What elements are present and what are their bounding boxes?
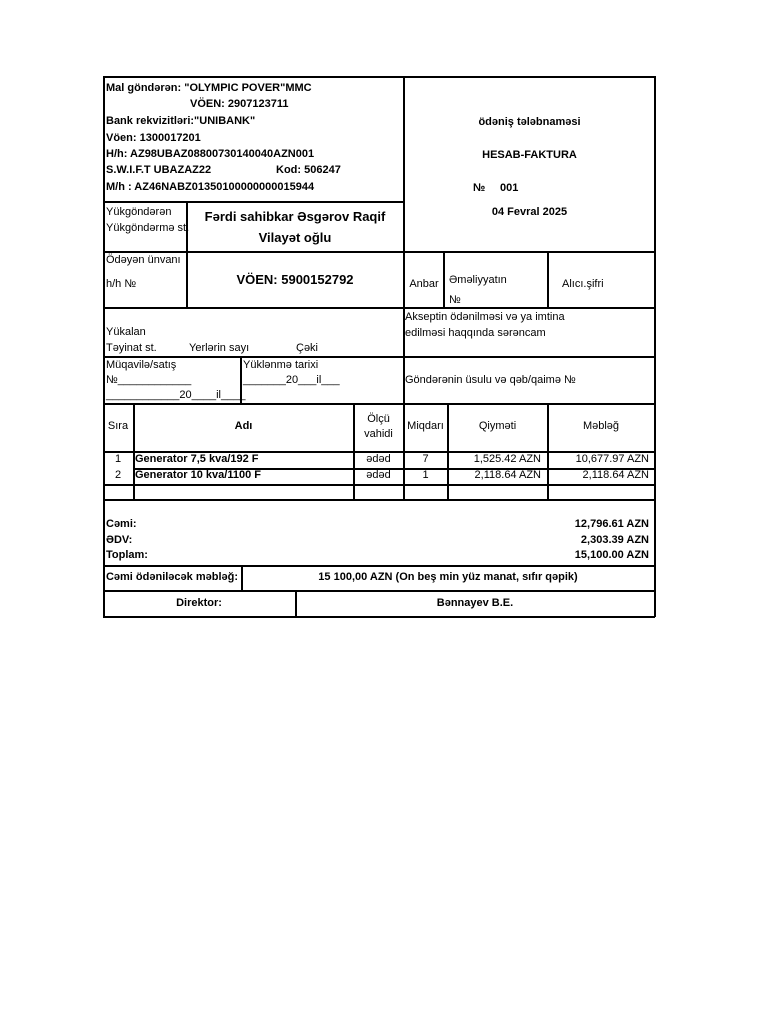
acceptance-label-line2: edilməsi haqqında sərəncam bbox=[405, 327, 546, 339]
col-header-amount: Məbləğ bbox=[582, 420, 620, 432]
payer-voen: VÖEN: 5900152792 bbox=[236, 272, 354, 287]
shipper-label: Yükgöndərən bbox=[106, 206, 172, 218]
contract-label: Müqavilə/satış bbox=[106, 359, 177, 371]
row-name: Generator 7,5 kva/192 F bbox=[135, 453, 259, 465]
shipper-name: Fərdi sahibkar Əsgərov Raqif bbox=[204, 209, 386, 224]
col-header-price: Qiyməti bbox=[478, 420, 517, 432]
sender-swift: S.W.I.F.T UBAZAZ22 bbox=[106, 164, 212, 176]
divider bbox=[547, 251, 549, 307]
sender-line: Mal göndərən: "OLYMPIC POVER"MMC bbox=[106, 82, 312, 94]
shipper-station-label: Yükgöndərmə st. bbox=[106, 222, 190, 234]
payable-value: 15 100,00 AZN (On beş min yüz manat, sıfır qəpik) bbox=[318, 571, 578, 583]
col-header-name: Adı bbox=[234, 420, 253, 432]
divider bbox=[103, 565, 655, 567]
shipper-name-line2: Vilayət oğlu bbox=[258, 230, 332, 245]
divider bbox=[103, 201, 403, 203]
load-date-field: _______20___il___ bbox=[243, 374, 340, 386]
payer-address-label: Ödəyən ünvanı bbox=[106, 254, 181, 266]
payable-label: Cəmi ödəniləcək məbləğ: bbox=[105, 571, 239, 583]
sender-account: H/h: AZ98UBAZ08800730140040AZN001 bbox=[106, 148, 315, 160]
places-label: Yerlərin sayı bbox=[189, 342, 250, 354]
row-amount: 10,677.97 AZN bbox=[575, 453, 649, 465]
vat-value: 2,303.39 AZN bbox=[580, 534, 649, 546]
operation-label: Əməliyyatın bbox=[449, 274, 507, 286]
row-name: Generator 10 kva/1100 F bbox=[135, 469, 261, 481]
border-top bbox=[103, 76, 655, 78]
consignee-label: Yükalan bbox=[106, 326, 146, 338]
total-value: 15,100.00 AZN bbox=[574, 549, 649, 561]
divider bbox=[103, 590, 655, 592]
divider bbox=[103, 403, 655, 405]
subtotal-label: Cəmi: bbox=[106, 518, 137, 530]
col-header-unit-line2: vahidi bbox=[364, 428, 393, 440]
doc-number-label: № bbox=[473, 182, 486, 194]
doc-type: ödəniş tələbnaməsi bbox=[478, 116, 581, 128]
row-qty: 1 bbox=[422, 469, 429, 481]
destination-label: Təyinat st. bbox=[106, 342, 157, 354]
border-bottom bbox=[103, 616, 655, 618]
row-price: 1,525.42 AZN bbox=[473, 453, 541, 465]
doc-title: HESAB-FAKTURA bbox=[482, 149, 577, 161]
row-no: 1 bbox=[114, 453, 122, 465]
dispatch-method-label: Göndərənin üsulu və qəb/qaimə № bbox=[405, 374, 576, 386]
col-header-no: Sıra bbox=[107, 420, 129, 432]
doc-number: 001 bbox=[500, 182, 519, 194]
sender-correspondent: M/h : AZ46NABZ01350100000000015944 bbox=[106, 181, 315, 193]
director-name: Bənnayev B.E. bbox=[436, 597, 514, 609]
sender-bank: Bank rekvizitləri:"UNIBANK" bbox=[106, 115, 256, 127]
load-date-label: Yüklənmə tarixi bbox=[243, 359, 319, 371]
sender-kod: Kod: 506247 bbox=[276, 164, 341, 176]
row-price: 2,118.64 AZN bbox=[474, 469, 541, 481]
divider bbox=[103, 499, 655, 501]
total-label: Toplam: bbox=[106, 549, 148, 561]
divider bbox=[103, 307, 655, 309]
row-no: 2 bbox=[114, 469, 122, 481]
divider bbox=[103, 251, 655, 253]
row-amount: 2,118.64 AZN bbox=[582, 469, 649, 481]
row-unit: ədəd bbox=[366, 469, 391, 481]
operation-number-label: № bbox=[449, 294, 461, 306]
row-unit: ədəd bbox=[366, 453, 391, 465]
contract-number-field: №____________ bbox=[106, 374, 192, 386]
col-header-qty: Miqdarı bbox=[407, 420, 444, 432]
sender-bank-voen: Vöen: 1300017201 bbox=[106, 132, 201, 144]
warehouse-label: Anbar bbox=[409, 278, 439, 290]
director-label: Direktor: bbox=[176, 597, 222, 609]
divider bbox=[103, 356, 655, 358]
doc-date: 04 Fevral 2025 bbox=[491, 206, 568, 218]
subtotal-value: 12,796.61 AZN bbox=[574, 518, 649, 530]
weight-label: Çəki bbox=[296, 342, 319, 354]
contract-date-field: ____________20____il____ bbox=[106, 389, 246, 401]
col-header-unit: Ölçü bbox=[367, 413, 390, 425]
vat-label: ƏDV: bbox=[106, 534, 133, 546]
divider bbox=[103, 484, 655, 486]
receiver-code-label: Alıcı.şifri bbox=[562, 278, 604, 290]
border-left bbox=[103, 76, 105, 617]
acceptance-label: Akseptin ödənilməsi və ya imtina bbox=[405, 311, 565, 323]
row-qty: 7 bbox=[422, 453, 429, 465]
sender-voen: VÖEN: 2907123711 bbox=[190, 98, 289, 110]
invoice-document bbox=[103, 76, 655, 617]
payer-account-label: h/h № bbox=[106, 278, 137, 290]
